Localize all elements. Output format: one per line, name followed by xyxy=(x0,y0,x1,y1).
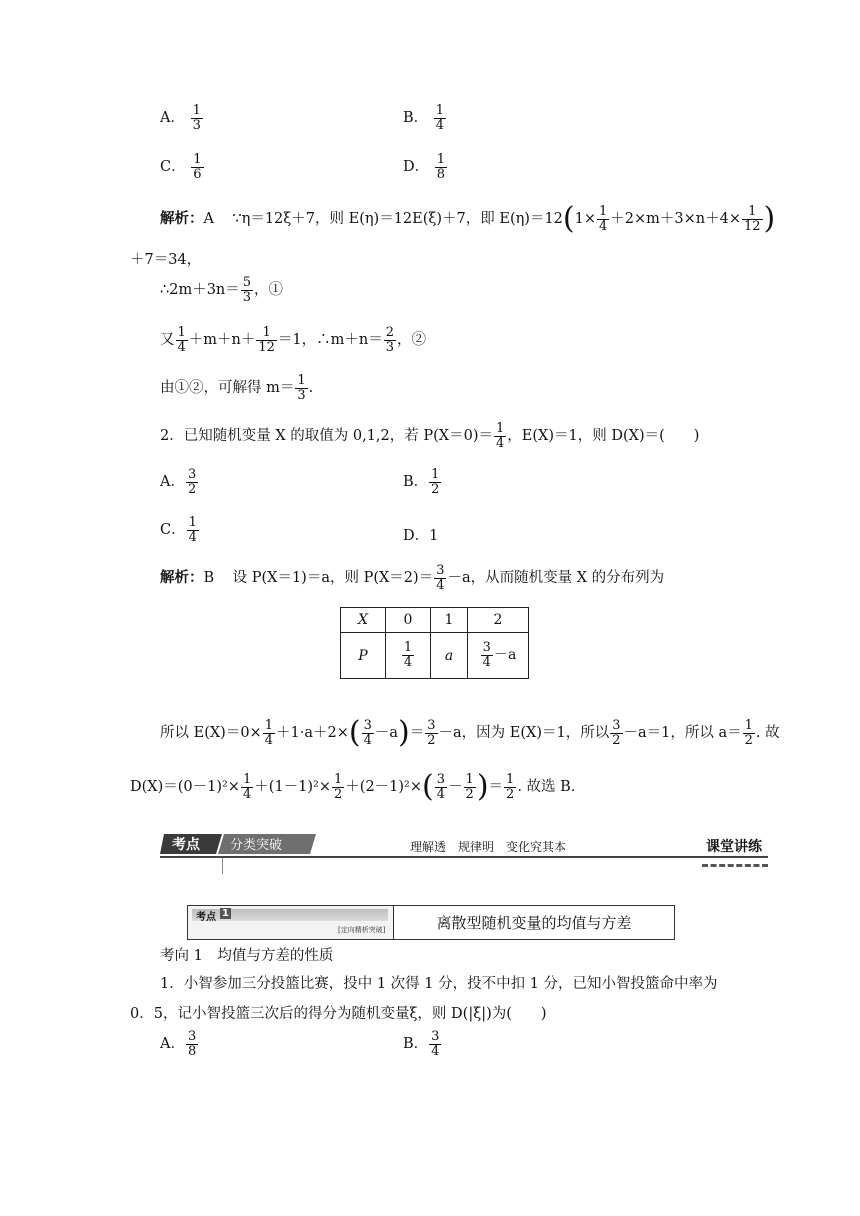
fraction: $\frac{1}{3}$ xyxy=(297,373,306,403)
banner-tick xyxy=(222,858,223,874)
fraction: $\frac{3}{8}$ xyxy=(187,1029,197,1059)
fraction: $\frac{1}{2}$ xyxy=(431,467,440,497)
option-a xyxy=(160,104,204,132)
banner-tag-2: 分类突破 xyxy=(230,838,283,853)
kaodian-header-box xyxy=(187,905,675,940)
question-1-stem-line-1: 1．小智参加三分投篮比赛，投中 1 次得 1 分，投不中扣 1 分，已知小智投篮命中率为 xyxy=(160,976,718,992)
solution-2-line-1: 解析：B 设 P(X＝1)＝a，则 P(X＝2)＝ $\frac{3}{4}$ －a，从而随机变量 X 的分布列为 xyxy=(160,563,665,593)
fraction: $\frac{3}{4}$ xyxy=(431,1029,440,1059)
kaodian-title: 离散型随机变量的均值与方差 xyxy=(436,914,632,932)
table-cell: 1 xyxy=(431,608,468,633)
solution-1-line-2: ＋7＝34， xyxy=(130,252,202,268)
banner-tag-1: 考点 xyxy=(172,837,200,853)
q2-option-b: B． $\frac{1}{2}$ xyxy=(403,467,440,497)
fraction: $\frac{1}{4}$ xyxy=(599,203,608,234)
section-banner-graphic xyxy=(160,832,320,856)
fraction: $\frac{1}{4}$ xyxy=(177,325,186,355)
question-2-stem: 2．已知随机变量 X 的取值为 0,1,2，若 P(X＝0)＝ $\frac{1}{4}$ ，E(X)＝1，则 D(X)＝( ) xyxy=(160,421,700,451)
option-label: A． xyxy=(160,110,185,127)
table-cell: $\frac{3}{4}$ －a xyxy=(468,633,529,679)
fraction: $\frac{3}{4}$ xyxy=(436,771,446,802)
solution-1-line-3: ∴2m＋3n＝ $\frac{5}{3}$ ，① xyxy=(160,275,284,305)
q2-option-d: D．1 xyxy=(403,528,439,544)
banner-middle-text: 理解透 规律明 变化究其本 xyxy=(410,840,567,854)
kaodian-small-number: 1 xyxy=(222,908,229,919)
option-label: B． xyxy=(403,110,429,127)
q2-option-c: C． $\frac{1}{4}$ xyxy=(160,515,197,545)
option-b xyxy=(403,104,447,132)
fraction: $\frac{1}{2}$ xyxy=(506,771,515,802)
answer-letter: A xyxy=(203,211,214,227)
kaodian-label-cell xyxy=(188,906,394,939)
solution-2-line-3: D(X)＝(0－1)²× $\frac{1}{4}$ ＋(1－1)²× $\frac{1}{2}$ ＋(2－1)²×( $\frac{3}{4}$ － $\frac{1}{2}$ )＝ $\frac{1}{2}$ . 故选 B. xyxy=(130,769,576,804)
q2-option-a: A． $\frac{3}{2}$ xyxy=(160,467,197,497)
banner-underline xyxy=(160,856,768,858)
fraction: $\frac{1}{8}$ xyxy=(436,152,446,182)
fraction: $\frac{1}{12}$ xyxy=(744,203,761,234)
banner-right-text: 课堂讲练 xyxy=(706,839,762,855)
solution-label: 解析： xyxy=(160,210,204,227)
fraction: $\frac{1}{4}$ xyxy=(264,717,273,748)
fraction: $\frac{1}{4}$ xyxy=(435,103,445,133)
table-cell: P xyxy=(341,633,386,679)
fraction: $\frac{3}{2}$ xyxy=(187,467,197,497)
kaodian-small-sub: [定向精析突破] xyxy=(338,926,386,934)
table-cell: 2 xyxy=(468,608,529,633)
fraction: $\frac{1}{3}$ xyxy=(192,103,201,133)
fraction: $\frac{2}{3}$ xyxy=(385,325,395,355)
option-label: C． xyxy=(160,159,186,176)
option-d xyxy=(403,153,448,181)
option-label: D． xyxy=(403,159,430,176)
fraction: $\frac{3}{2}$ xyxy=(427,717,436,748)
banner-dash-decoration xyxy=(702,864,768,867)
solution-1-line-5: 由①②，可解得 m＝ $\frac{1}{3}$ . xyxy=(160,373,314,403)
fraction: $\frac{1}{2}$ xyxy=(465,771,474,802)
fraction: $\frac{3}{4}$ xyxy=(363,717,372,748)
fraction: $\frac{1}{12}$ xyxy=(258,325,275,355)
fraction: $\frac{1}{2}$ xyxy=(744,717,753,748)
q1-option-b: B． $\frac{3}{4}$ xyxy=(403,1029,440,1059)
fraction: $\frac{1}{4}$ xyxy=(243,771,252,802)
solution-label: 解析： xyxy=(160,569,204,587)
fraction: $\frac{1}{2}$ xyxy=(334,771,343,802)
fraction: $\frac{1}{6}$ xyxy=(193,152,202,182)
table-cell: a xyxy=(431,633,468,679)
distribution-table xyxy=(340,607,529,679)
fraction: $\frac{1}{4}$ xyxy=(188,515,197,545)
kaodian-small-label: 考点 xyxy=(196,912,216,923)
solution-2-line-2: 所以 E(X)＝0× $\frac{1}{4}$ ＋1·a＋2×( $\frac{3}{4}$ －a)＝ $\frac{3}{2}$ －a，因为 E(X)＝1，所以 $\frac{3}{2}$ －a＝1，所以 a＝ $\frac{1}{2}$ . 故 xyxy=(160,715,780,750)
table-cell: X xyxy=(341,608,386,633)
fraction: $\frac{5}{3}$ xyxy=(242,275,252,305)
option-c xyxy=(160,153,205,181)
fraction: $\frac{3}{2}$ xyxy=(612,717,621,748)
table-cell: 0 xyxy=(386,608,431,633)
fraction: $\frac{1}{4}$ xyxy=(496,421,505,451)
solution-1-line-1: 解析：A ∵η＝12ξ＋7，则 E(η)＝12E(ξ)＋7，即 E(η)＝12(1× $\frac{1}{4}$ ＋2×m＋3×n＋4× $\frac{1}{12}$ ) xyxy=(160,201,776,236)
table-cell: $\frac{1}{4}$ xyxy=(386,633,431,679)
solution-1-line-4: 又 $\frac{1}{4}$ ＋m＋n＋ $\frac{1}{12}$ ＝1，∴m＋n＝ $\frac{2}{3}$ ，② xyxy=(160,325,427,355)
answer-letter: B xyxy=(203,570,215,587)
question-1-stem-line-2: 0．5，记小智投篮三次后的得分为随机变量ξ，则 D(|ξ|)为( ) xyxy=(130,1006,547,1022)
kaoxiang-heading: 考向 1 均值与方差的性质 xyxy=(160,948,334,964)
fraction: $\frac{3}{4}$ xyxy=(436,563,445,593)
q1-option-a: A． $\frac{3}{8}$ xyxy=(160,1029,197,1059)
